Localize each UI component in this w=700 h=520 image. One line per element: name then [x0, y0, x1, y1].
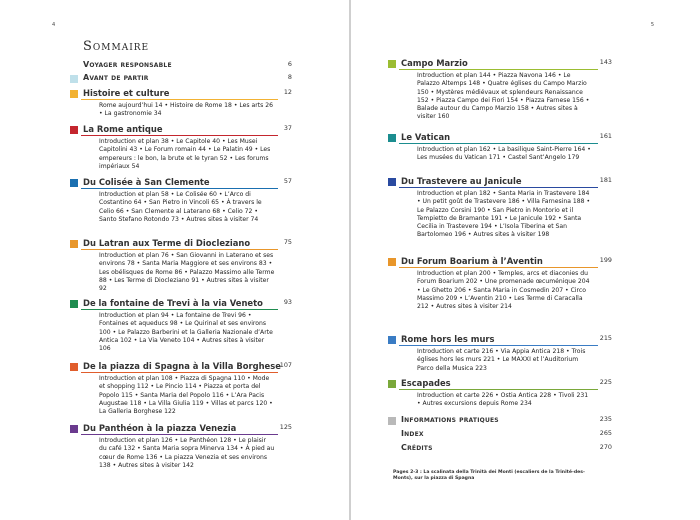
- toc-entry-page: 235: [599, 415, 612, 423]
- section-rule: [399, 345, 598, 346]
- toc-entry-title: La Rome antique: [83, 124, 163, 134]
- toc-entry-page: 93: [283, 298, 292, 306]
- toc-entry-page: 143: [599, 58, 612, 66]
- toc-entry-page: 181: [599, 176, 612, 184]
- toc-entry-index[interactable]: [388, 429, 612, 441]
- toc-entry-body: Introduction et plan 200 • Temples, arcs et diaconies du Forum Boarium 202 • Une promenade œcuménique 204 • Le Ghetto 206 • Santa Maria in Cosmedin 207 • Circo Massimo 209 • L’Aventin 210 • Les Terme di Caracalla 212 • Autres sites à visiter 214: [417, 270, 590, 311]
- color-square: [70, 75, 78, 83]
- color-square: [388, 134, 396, 142]
- toc-entry-spagna[interactable]: [70, 361, 292, 421]
- toc-entry-trevi[interactable]: [70, 298, 292, 358]
- color-square: [388, 417, 396, 425]
- section-rule: [399, 267, 598, 268]
- toc-entry-page: 75: [283, 238, 292, 246]
- toc-entry-body: Rome aujourd’hui 14 • Histoire de Rome 18 • Les arts 26 • La gastronomie 34: [99, 102, 274, 118]
- toc-entry-voyager[interactable]: [70, 60, 292, 72]
- toc-entry-page: 225: [599, 378, 612, 386]
- color-square: [70, 425, 78, 433]
- toc-entry-body: Introduction et plan 144 • Piazza Navona 146 • Le Palazzo Altemps 148 • Quatre églises du Campo Marzio 150 • Mystères médiévaux et splendeurs Renaissance 152 • Piazza Campo dei Fiori 154 • Piazza Farnese 156 • Balade autour du Campo Marzio 158 • Autres sites à visiter 160: [417, 72, 590, 121]
- toc-entry-body: Introduction et plan 76 • San Giovanni in Laterano et ses environs 78 • Santa Maria Maggiore et ses environs 83 • Les obélisques de Rome 86 • Palazzo Massimo alle Terme 88 • Les Terme di Diocleziano 91 • Autres sites à visiter 92: [99, 252, 275, 293]
- toc-entry-credits[interactable]: [388, 443, 612, 455]
- toc-entry-horsmurs[interactable]: [388, 334, 612, 376]
- toc-entry-page: 8: [287, 73, 292, 81]
- toc-entry-histoire[interactable]: [70, 88, 292, 120]
- toc-entry-page: 125: [279, 423, 292, 431]
- toc-entry-body: Introduction et plan 182 • Santa Maria in Trastevere 184 • Un petit goût de Trastevere 186 • Villa Farnesina 188 • Le Palazzo Corsini 190 • San Pietro in Montorio et il Tempietto de Bramante 191 • Le Janicule 192 • Santa Cecilia in Trastevere 194 • L’Isola Tiberina et San Bartolomeo 196 • Autres sites à visiter 198: [417, 190, 591, 239]
- section-rule: [399, 389, 598, 390]
- toc-entry-avant[interactable]: [70, 73, 292, 85]
- toc-entry-title: Voyager responsable: [83, 60, 172, 69]
- section-rule: [399, 143, 598, 144]
- toc-entry-title: Informations pratiques: [401, 415, 499, 424]
- toc-entry-infos[interactable]: [388, 415, 612, 427]
- photo-caption: Pages 2-3 : La scalinata della Trinità dei Monti (escaliers de la Trinité-des-Monts), sur la piazza di Spagna: [393, 470, 585, 482]
- left-page-number: 4: [52, 22, 56, 28]
- toc-entry-vatican[interactable]: [388, 132, 612, 172]
- toc-entry-colisee[interactable]: [70, 177, 292, 235]
- toc-entry-body: Introduction et carte 226 • Ostia Antica 228 • Tivoli 231 • Autres excursions depuis Rome 234: [417, 392, 589, 408]
- toc-entry-title: Du Forum Boarium à l’Aventin: [401, 256, 543, 266]
- toc-entry-title: Du Trastevere au Janicule: [401, 176, 522, 186]
- toc-entry-campo[interactable]: [388, 58, 612, 128]
- toc-entry-page: 265: [599, 429, 612, 437]
- toc-entry-page: 6: [287, 60, 292, 68]
- toc-entry-pantheon[interactable]: [70, 423, 292, 483]
- toc-entry-title: Rome hors les murs: [401, 334, 495, 344]
- toc-entry-title: Crédits: [401, 443, 433, 452]
- right-page-number: 5: [650, 22, 654, 28]
- color-square: [70, 179, 78, 187]
- toc-entry-body: Introduction et plan 58 • Le Colisée 60 • L’Arco di Costantino 64 • San Pietro in Vincoli 65 • À travers le Celio 66 • San Clemente al Laterano 68 • Celio 72 • Santo Stefano Rotondo 73 • Autres sites à visiter 74: [99, 191, 262, 223]
- right-page: [351, 0, 700, 520]
- toc-entry-page: 215: [599, 334, 612, 342]
- toc-entry-title: De la piazza di Spagna à la Villa Borghese: [83, 361, 281, 371]
- toc-entry-page: 107: [279, 361, 292, 369]
- color-square: [388, 60, 396, 68]
- color-square: [70, 300, 78, 308]
- color-square: [388, 380, 396, 388]
- color-square: [70, 90, 78, 98]
- toc-entry-title: De la fontaine de Trevi à la via Veneto: [83, 298, 263, 308]
- toc-entry-boarium[interactable]: [388, 256, 612, 332]
- toc-entry-page: 57: [283, 177, 292, 185]
- toc-entry-body: Introduction et plan 162 • La basilique Saint-Pierre 164 • Les musées du Vatican 171 • Castel Sant’Angelo 179: [417, 146, 591, 162]
- section-rule: [81, 188, 278, 189]
- section-rule: [81, 135, 278, 136]
- color-square: [70, 363, 78, 371]
- toc-entry-body: Introduction et plan 108 • Piazza di Spagna 110 • Mode et shopping 112 • Le Pincio 114 • Piazza et porta del Popolo 115 • Santa Maria del Popolo 116 • L’Ara Pacis Augustae 118 • La Villa Giulia 119 • Villas et parcs 120 • La Galleria Borghese 122: [99, 375, 273, 416]
- toc-entry-title: Avant de partir: [83, 73, 149, 82]
- toc-entry-escapades[interactable]: [388, 378, 612, 412]
- toc-entry-page: 37: [283, 124, 292, 132]
- toc-entry-title: Campo Marzio: [401, 58, 468, 68]
- toc-entry-latran[interactable]: [70, 238, 292, 296]
- section-rule: [81, 309, 278, 310]
- toc-entry-page: 161: [599, 132, 612, 140]
- toc-entry-title: Du Colisée à San Clemente: [83, 177, 210, 187]
- section-rule: [81, 434, 278, 435]
- toc-entry-page: 270: [599, 443, 612, 451]
- color-square: [388, 336, 396, 344]
- toc-entry-title: Histoire et culture: [83, 88, 170, 98]
- toc-entry-page: 199: [599, 256, 612, 264]
- toc-entry-body: Introduction et plan 126 • Le Panthéon 128 • Le plaisir du café 132 • Santa Maria sopra Minerva 134 • À pied au cœur de Rome 136 • La piazza Venezia et ses environs 138 • Autres sites à visiter 142: [99, 437, 275, 469]
- toc-entry-body: Introduction et plan 94 • La fontaine de Trevi 96 • Fontaines et aqueducs 98 • Le Quirinal et ses environs 100 • Le Palazzo Barberini et la Galleria Nazionale d’Arte Antica 102 • La Via Veneto 104 • Autres sites à visiter 106: [99, 312, 273, 353]
- toc-entry-body: Introduction et carte 216 • Via Appia Antica 218 • Trois églises hors les murs 221 • Le MAXXI et l’Auditorium Parco della Musica 223: [417, 348, 586, 372]
- section-rule: [399, 187, 598, 188]
- toc-entry-title: Le Vatican: [401, 132, 451, 142]
- toc-entry-title: Du Panthéon à la piazza Venezia: [83, 423, 237, 433]
- page-title: Sommaire: [83, 39, 150, 54]
- toc-entry-title: Index: [401, 429, 424, 438]
- color-square: [70, 126, 78, 134]
- section-rule: [399, 69, 598, 70]
- section-rule: [81, 372, 278, 373]
- toc-entry-title: Du Latran aux Terme di Diocleziano: [83, 238, 251, 248]
- toc-entry-body: Introduction et plan 38 • Le Capitole 40 • Les Musei Capitolini 43 • Le Forum romain 44 • Le Palatin 49 • Les empereurs : le bon, la brute et le tyran 52 • Les forums impériaux 54: [99, 138, 271, 170]
- section-rule: [81, 99, 278, 100]
- toc-entry-antique[interactable]: [70, 124, 292, 174]
- color-square: [388, 178, 396, 186]
- left-page: [0, 0, 349, 520]
- section-rule: [81, 249, 278, 250]
- color-square: [388, 258, 396, 266]
- toc-entry-trastevere[interactable]: [388, 176, 612, 252]
- toc-entry-page: 12: [283, 88, 292, 96]
- toc-entry-title: Escapades: [401, 378, 451, 388]
- color-square: [70, 240, 78, 248]
